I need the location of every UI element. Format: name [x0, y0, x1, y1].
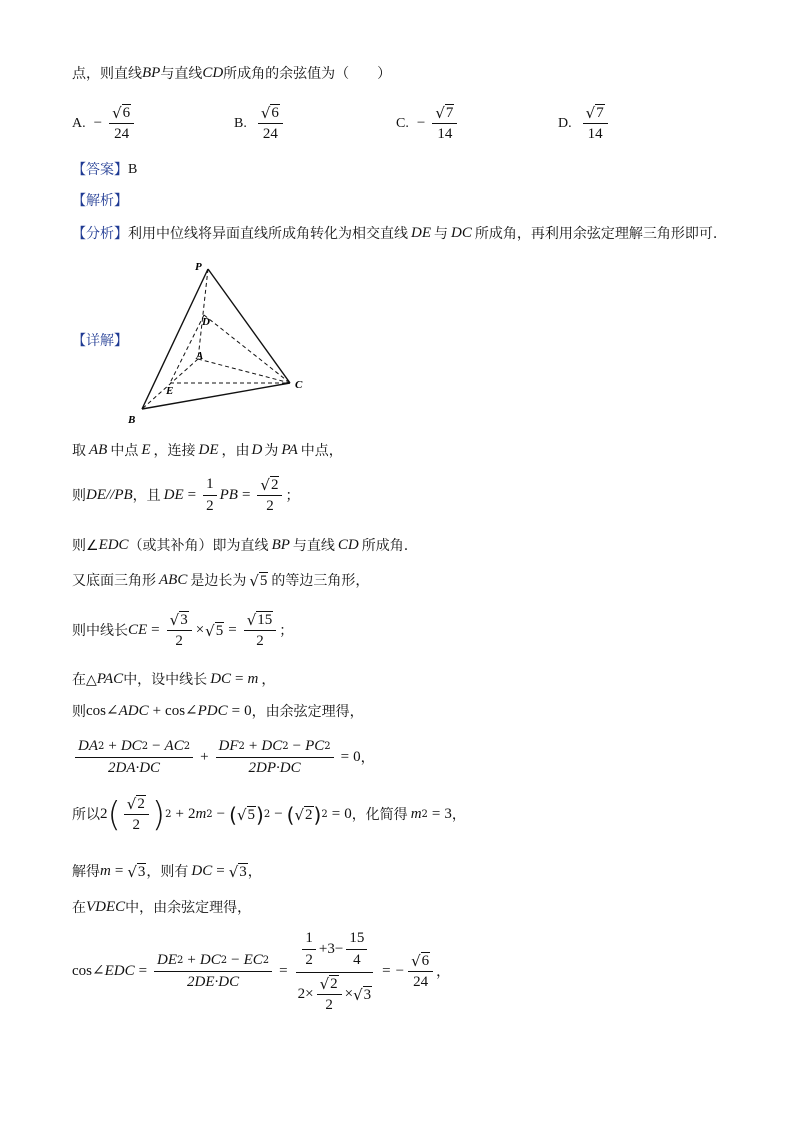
fraction: √ 6 24	[109, 104, 134, 143]
step-10: 解得 m = √ 3 ，则有 DC = √ 3 ，	[72, 863, 262, 881]
edge-pb	[142, 269, 208, 409]
fraction: √ 7 14	[583, 104, 608, 143]
step-2: 则 DE//PB ，且 DE = $\frac{1}{2}$ PB = √ 2 2 ；	[72, 476, 300, 515]
label-b: B	[128, 414, 136, 426]
option-d: D. √ 7 14	[558, 104, 611, 143]
step-3: 则∠ EDC （或其补角）即为直线 BP 与直线 CD 所成角.	[72, 537, 409, 554]
option-b: B. √ 6 24	[234, 104, 286, 143]
edge-ab	[142, 359, 198, 409]
label-e: E	[166, 385, 174, 397]
label-a: A	[196, 350, 204, 362]
label-d: D	[202, 316, 210, 328]
step-6: 在△ PAC 中，设中线长 DC = m ，	[72, 671, 276, 688]
step-8: DA 2 + DC 2 − AC 2 2DA·DC + DF 2 + DC 2 − PC 2 2DP·DC = 0 ，	[72, 738, 375, 778]
question-stem: 点，则直线 BP 与直线 CD 所成角的余弦值为（ ）	[72, 65, 392, 82]
step-1: 取 AB 中点 E ，连接 DE ，由 D 为 PA 中点，	[72, 442, 343, 459]
option-a: A. − √ 6 24	[72, 104, 137, 143]
fenxi-line: 【分析】 利用中位线将异面直线所成角转化为相交直线 DE 与 DC 所成角，再利用余弦定理解三角形即可.	[72, 225, 718, 242]
edge-pc	[208, 269, 290, 383]
edge-bc	[142, 383, 290, 409]
step-7: 则 cos∠ ADC + cos∠ PDC = 0 ，由余弦定理得，	[72, 703, 364, 720]
step-4: 又底面三角形 ABC 是边长为 √ 5 的等边三角形，	[72, 572, 370, 590]
tetrahedron-figure	[120, 255, 320, 430]
seg-dc	[204, 315, 290, 383]
fraction: √ 7 14	[432, 104, 457, 143]
edge-pa	[198, 269, 208, 359]
detail-heading: 【详解】	[72, 333, 128, 349]
step-12: cos∠ EDC = DE 2 + DC 2 − EC 2 2DE·DC = $\frac{1}{2}$ +3− $\frac{15}{4}$ 2× √ 2 2 × √ 3 = − √ 6 24 ，	[72, 930, 451, 1013]
label-p: P	[195, 261, 202, 273]
edge-ac	[198, 359, 290, 383]
option-c: C. − √ 7 14	[396, 104, 460, 143]
step-5: 则中线长 CE = √ 3 2 × √ 5 = √ 15 2 ；	[72, 611, 294, 649]
step-9: 所以 2 ( √ 2 2 ) 2 + 2 m 2 − ( √ 5 ) 2 − ( √ 2 ) 2 = 0 ，化简得 m 2 = 3 ，	[72, 794, 466, 835]
answer: 【答案】 B	[72, 162, 138, 178]
analysis-heading: 【解析】	[72, 193, 128, 209]
label-c: C	[295, 379, 303, 391]
step-11: 在 VDEC 中，由余弦定理得，	[72, 899, 252, 916]
fraction: √ 6 24	[258, 104, 283, 143]
